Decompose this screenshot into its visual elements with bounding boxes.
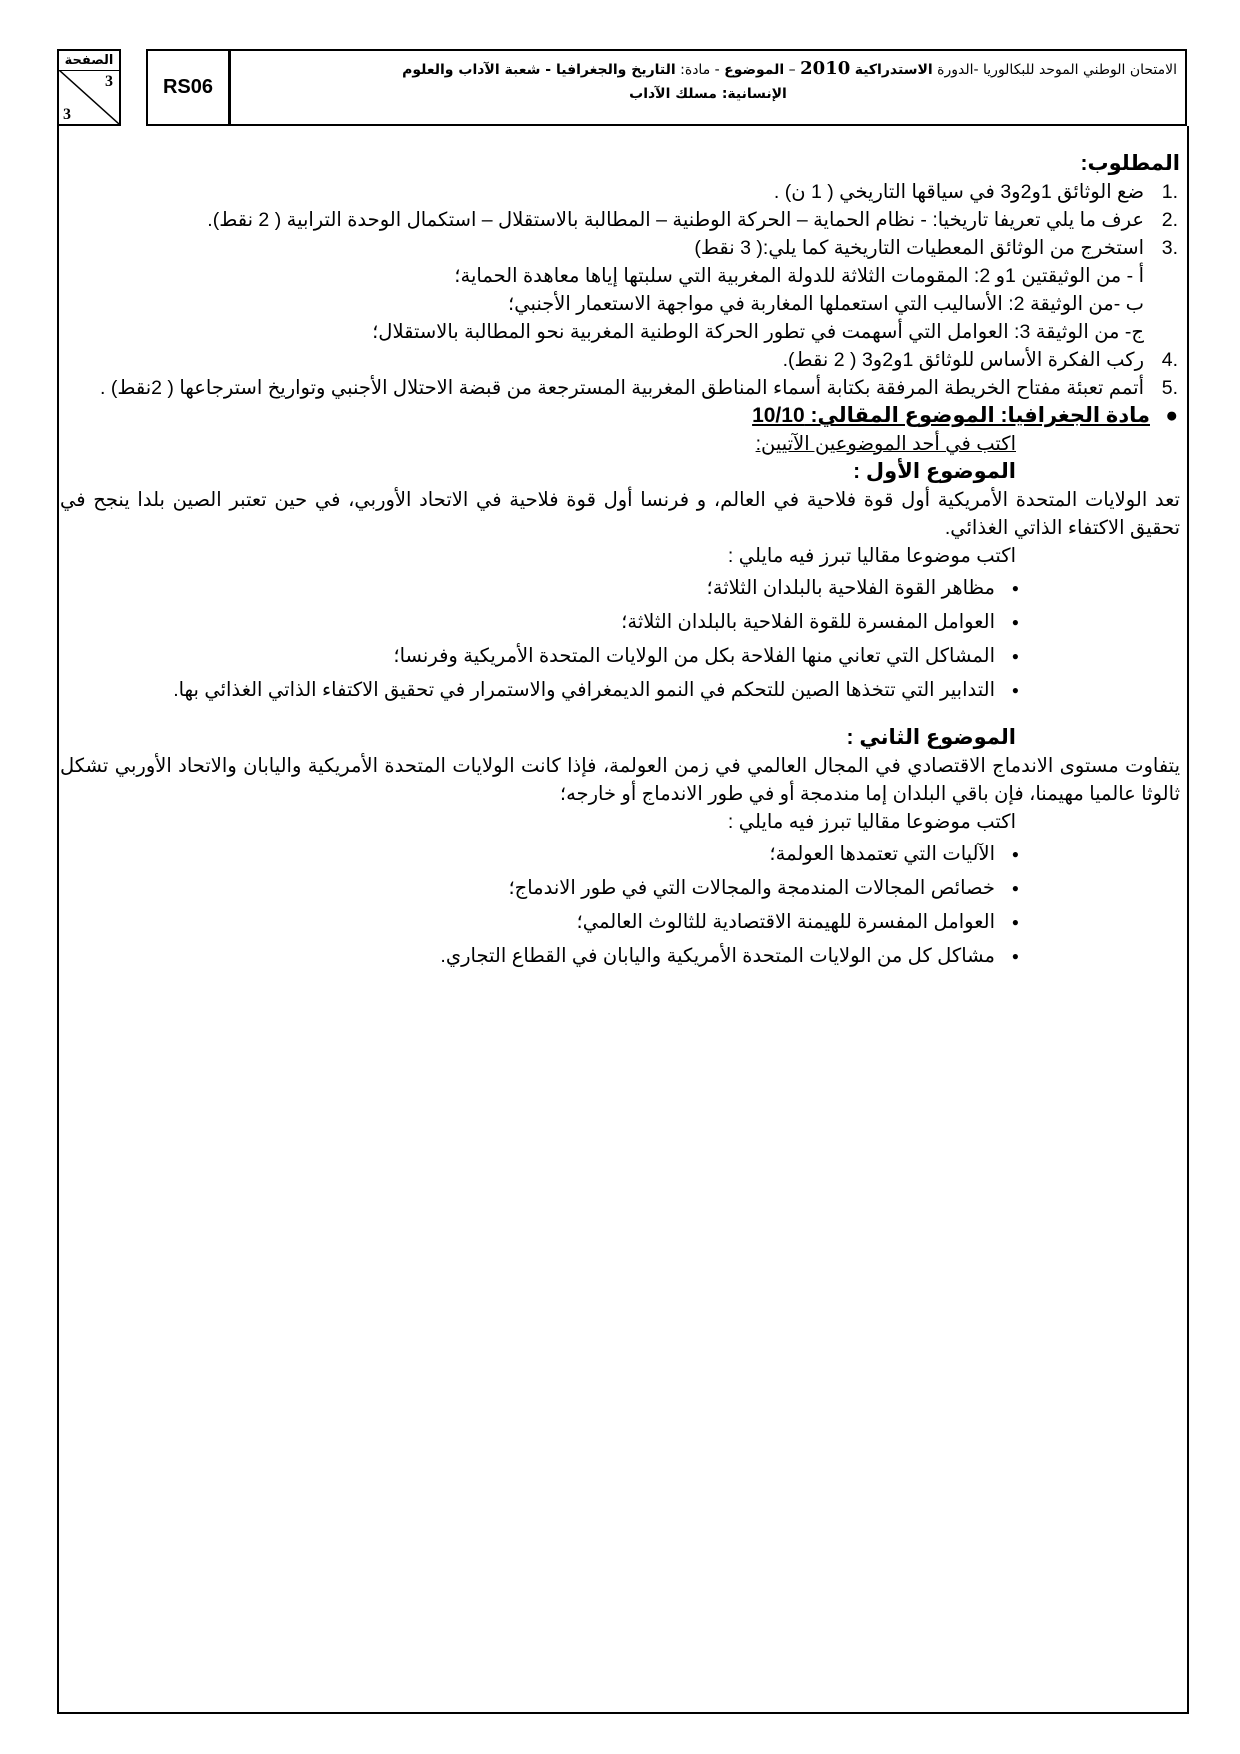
choose-instruction: اكتب في أحد الموضوعين الآتيين: — [755, 433, 1016, 455]
list-item: ● الآليات التي تعتمدها العولمة؛ — [60, 840, 995, 868]
requirements-title: المطلوب: — [1080, 152, 1180, 175]
exam-code: RS06 — [146, 49, 230, 126]
page-content — [60, 150, 1180, 976]
exam-year: 2010 — [800, 58, 851, 79]
requirement-item: 3. استخرج من الوثائق المعطيات التاريخية كما يلي:( 3 نقط) أ - من الوثيقتين 1و 2: المقومات الثلاثة للدولة المغربية التي سلبتها إياها معاهدة الحماية؛ ب -من الوثيقة 2: الأساليب التي استعملها المغاربة في مواجهة الاستعمار الأجنبي؛ ج- من الوثيقة 3: العوامل التي أسهمت في تطور الحركة الوطنية المغربية نحو المطالبة بالاستقلال؛ — [60, 234, 1144, 346]
topic2-title: الموضوع الثاني : — [846, 726, 1016, 749]
list-item: ● خصائص المجالات المندمجة والمجالات التي في طور الاندماج؛ — [60, 874, 995, 902]
geography-heading: ● مادة الجغرافيا: الموضوع المقالي: 10/10 — [60, 402, 1180, 430]
requirement-sub-item: ج- من الوثيقة 3: العوامل التي أسهمت في تطور الحركة الوطنية المغربية نحو المطالبة بالاستقلال؛ — [372, 321, 1144, 343]
topic2-text: يتفاوت مستوى الاندماج الاقتصادي في المجال العالمي في زمن العولمة، فإذا كانت الولايات المتحدة الأمريكية واليابان والاتحاد الأوربي تشكل ثالوثا عالميا مهيمنا، فإن باقي البلدان إما مندمجة أو في طور الاندماج أو خارجه؛ — [60, 755, 1180, 805]
requirement-item: 4. ركب الفكرة الأساس للوثائق 1و2و3 ( 2 نقط). — [782, 349, 1178, 371]
page-label: الصفحة — [59, 51, 119, 71]
topic2-prompt: اكتب موضوعا مقاليا تبرز فيه مايلي : — [727, 811, 1016, 833]
page-current: 3 — [105, 73, 113, 90]
requirement-item: 5. أتمم تعبئة مفتاح الخريطة المرفقة بكتابة أسماء المناطق المغربية المسترجعة من قبضة الاحتلال الأجنبي وتواريخ استرجاعها ( 2نقط) . — [99, 377, 1178, 399]
list-item: ● العوامل المفسرة للهيمنة الاقتصادية للثالوث العالمي؛ — [60, 908, 995, 936]
list-item: ● مظاهر القوة الفلاحية بالبلدان الثلاثة؛ — [60, 574, 995, 602]
requirement-sub-item: أ - من الوثيقتين 1و 2: المقومات الثلاثة للدولة المغربية التي سلبتها إياها معاهدة الحماية؛ — [454, 265, 1144, 287]
requirements-list — [60, 178, 1180, 402]
requirement-item: 1. ضع الوثائق 1و2و3 في سياقها التاريخي ( 1 ن) . — [773, 181, 1178, 203]
page-total: 3 — [63, 106, 71, 123]
topic1-text: تعد الولايات المتحدة الأمريكية أول قوة فلاحية في العالم، و فرنسا أول قوة فلاحية في الاتحاد الأوربي، في حين تعتبر الصين بلدا ينجح في تحقيق الاكتفاء الذاتي الغذائي. — [60, 489, 1180, 539]
bullet-icon: ● — [1165, 404, 1178, 427]
exam-header — [57, 49, 1189, 129]
topic2-bullets — [60, 840, 1180, 970]
list-item: ● مشاكل كل من الولايات المتحدة الأمريكية واليابان في القطاع التجاري. — [60, 942, 995, 970]
exam-title — [229, 49, 1187, 126]
list-item: ● التدابير التي تتخذها الصين للتحكم في النمو الديمغرافي والاستمرار في تحقيق الاكتفاء الذاتي الغذائي بها. — [60, 676, 995, 704]
list-item: ● المشاكل التي تعاني منها الفلاحة بكل من الولايات المتحدة الأمريكية وفرنسا؛ — [60, 642, 995, 670]
exam-title-line1: الامتحان الوطني الموحد للبكالوريا -الدورة الاستدراكية 2010 – الموضوع - مادة: التاريخ والجغرافيا - شعبة الآداب والعلوم — [402, 58, 1177, 79]
requirement-sub-item: ب -من الوثيقة 2: الأساليب التي استعملها المغاربة في مواجهة الاستعمار الأجنبي؛ — [508, 293, 1144, 315]
requirement-item: 2. عرف ما يلي تعريفا تاريخيا: - نظام الحماية – الحركة الوطنية – المطالبة بالاستقلال – استكمال الوحدة الترابية ( 2 نقط). — [207, 209, 1178, 231]
list-item: ● العوامل المفسرة للقوة الفلاحية بالبلدان الثلاثة؛ — [60, 608, 995, 636]
topic1-bullets — [60, 574, 1180, 704]
page-number-box — [57, 49, 121, 126]
exam-title-line2: الإنسانية: مسلك الآداب — [629, 86, 787, 102]
topic1-prompt: اكتب موضوعا مقاليا تبرز فيه مايلي : — [727, 545, 1016, 567]
topic1-title: الموضوع الأول : — [853, 460, 1016, 483]
